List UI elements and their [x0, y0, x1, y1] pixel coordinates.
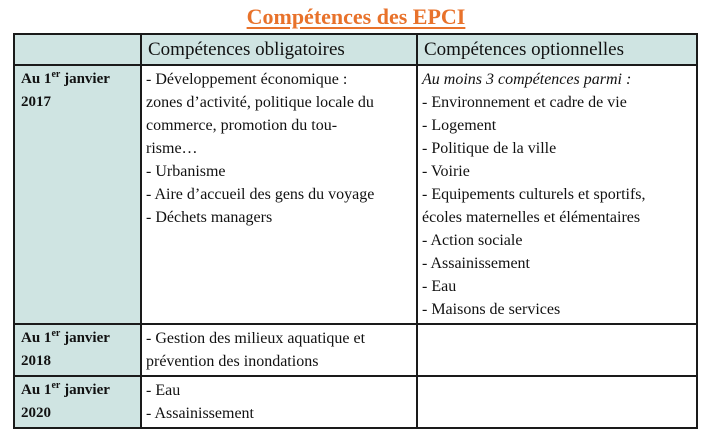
- date-prefix: Au 1: [21, 71, 52, 87]
- list-item: - Voirie: [422, 163, 470, 180]
- list-item: - Aire d’accueil des gens du voyage: [146, 186, 375, 203]
- date-prefix: Au 1: [21, 382, 52, 398]
- list-item: - Assainissement: [422, 255, 530, 272]
- list-item: - Assainissement: [146, 405, 254, 422]
- optionnelles-intro: Au moins 3 compétences parmi :: [422, 71, 632, 88]
- list-item: - Eau: [422, 278, 457, 295]
- date-cell-2017: [14, 65, 141, 324]
- date-superscript: er: [51, 69, 61, 80]
- list-item: - Urbanisme: [146, 163, 226, 180]
- list-item: commerce, promotion du tou-: [146, 117, 338, 134]
- date-year: 2020: [21, 405, 51, 421]
- list-item: - Eau: [146, 382, 181, 399]
- table-row-2018: [14, 324, 697, 376]
- date-cell-2020: [14, 376, 141, 428]
- date-superscript: er: [51, 380, 61, 391]
- obligatoires-cell-2018: [141, 324, 417, 376]
- list-item: écoles maternelles et élémentaires: [422, 209, 641, 226]
- optionnelles-cell-2018: [417, 324, 697, 376]
- list-item: - Maisons de services: [422, 301, 561, 318]
- list-item: - Développement économique :: [146, 71, 348, 88]
- date-month: janvier: [60, 382, 110, 398]
- list-item: - Déchets managers: [146, 209, 273, 226]
- table-row-2020: [14, 376, 697, 428]
- list-item: - Environnement et cadre de vie: [422, 94, 627, 111]
- list-item: - Gestion des milieux aquatique et: [146, 330, 366, 347]
- list-item: - Politique de la ville: [422, 140, 557, 157]
- optionnelles-cell-2017: [417, 65, 697, 324]
- list-item: - Equipements culturels et sportifs,: [422, 186, 646, 203]
- obligatoires-cell-2020: [141, 376, 417, 428]
- competences-table: [13, 33, 698, 429]
- list-item: - Action sociale: [422, 232, 523, 249]
- header-optionnelles: Compétences optionnelles: [417, 34, 697, 65]
- header-obligatoires: Compétences obligatoires: [141, 34, 417, 65]
- date-month: janvier: [60, 330, 110, 346]
- list-item: - Logement: [422, 117, 497, 134]
- page-title: Compétences des EPCI: [246, 4, 466, 29]
- date-prefix: Au 1: [21, 330, 52, 346]
- list-item: risme…: [146, 140, 198, 157]
- table-row-2017: [14, 65, 697, 324]
- table-header-row: [14, 34, 697, 65]
- header-corner-cell: [14, 34, 141, 65]
- list-item: zones d’activité, politique locale du: [146, 94, 374, 111]
- date-year: 2018: [21, 353, 51, 369]
- obligatoires-cell-2017: [141, 65, 417, 324]
- optionnelles-cell-2020: [417, 376, 697, 428]
- list-item: prévention des inondations: [146, 353, 319, 370]
- date-year: 2017: [21, 94, 51, 110]
- date-superscript: er: [51, 328, 61, 339]
- date-month: janvier: [60, 71, 110, 87]
- date-cell-2018: [14, 324, 141, 376]
